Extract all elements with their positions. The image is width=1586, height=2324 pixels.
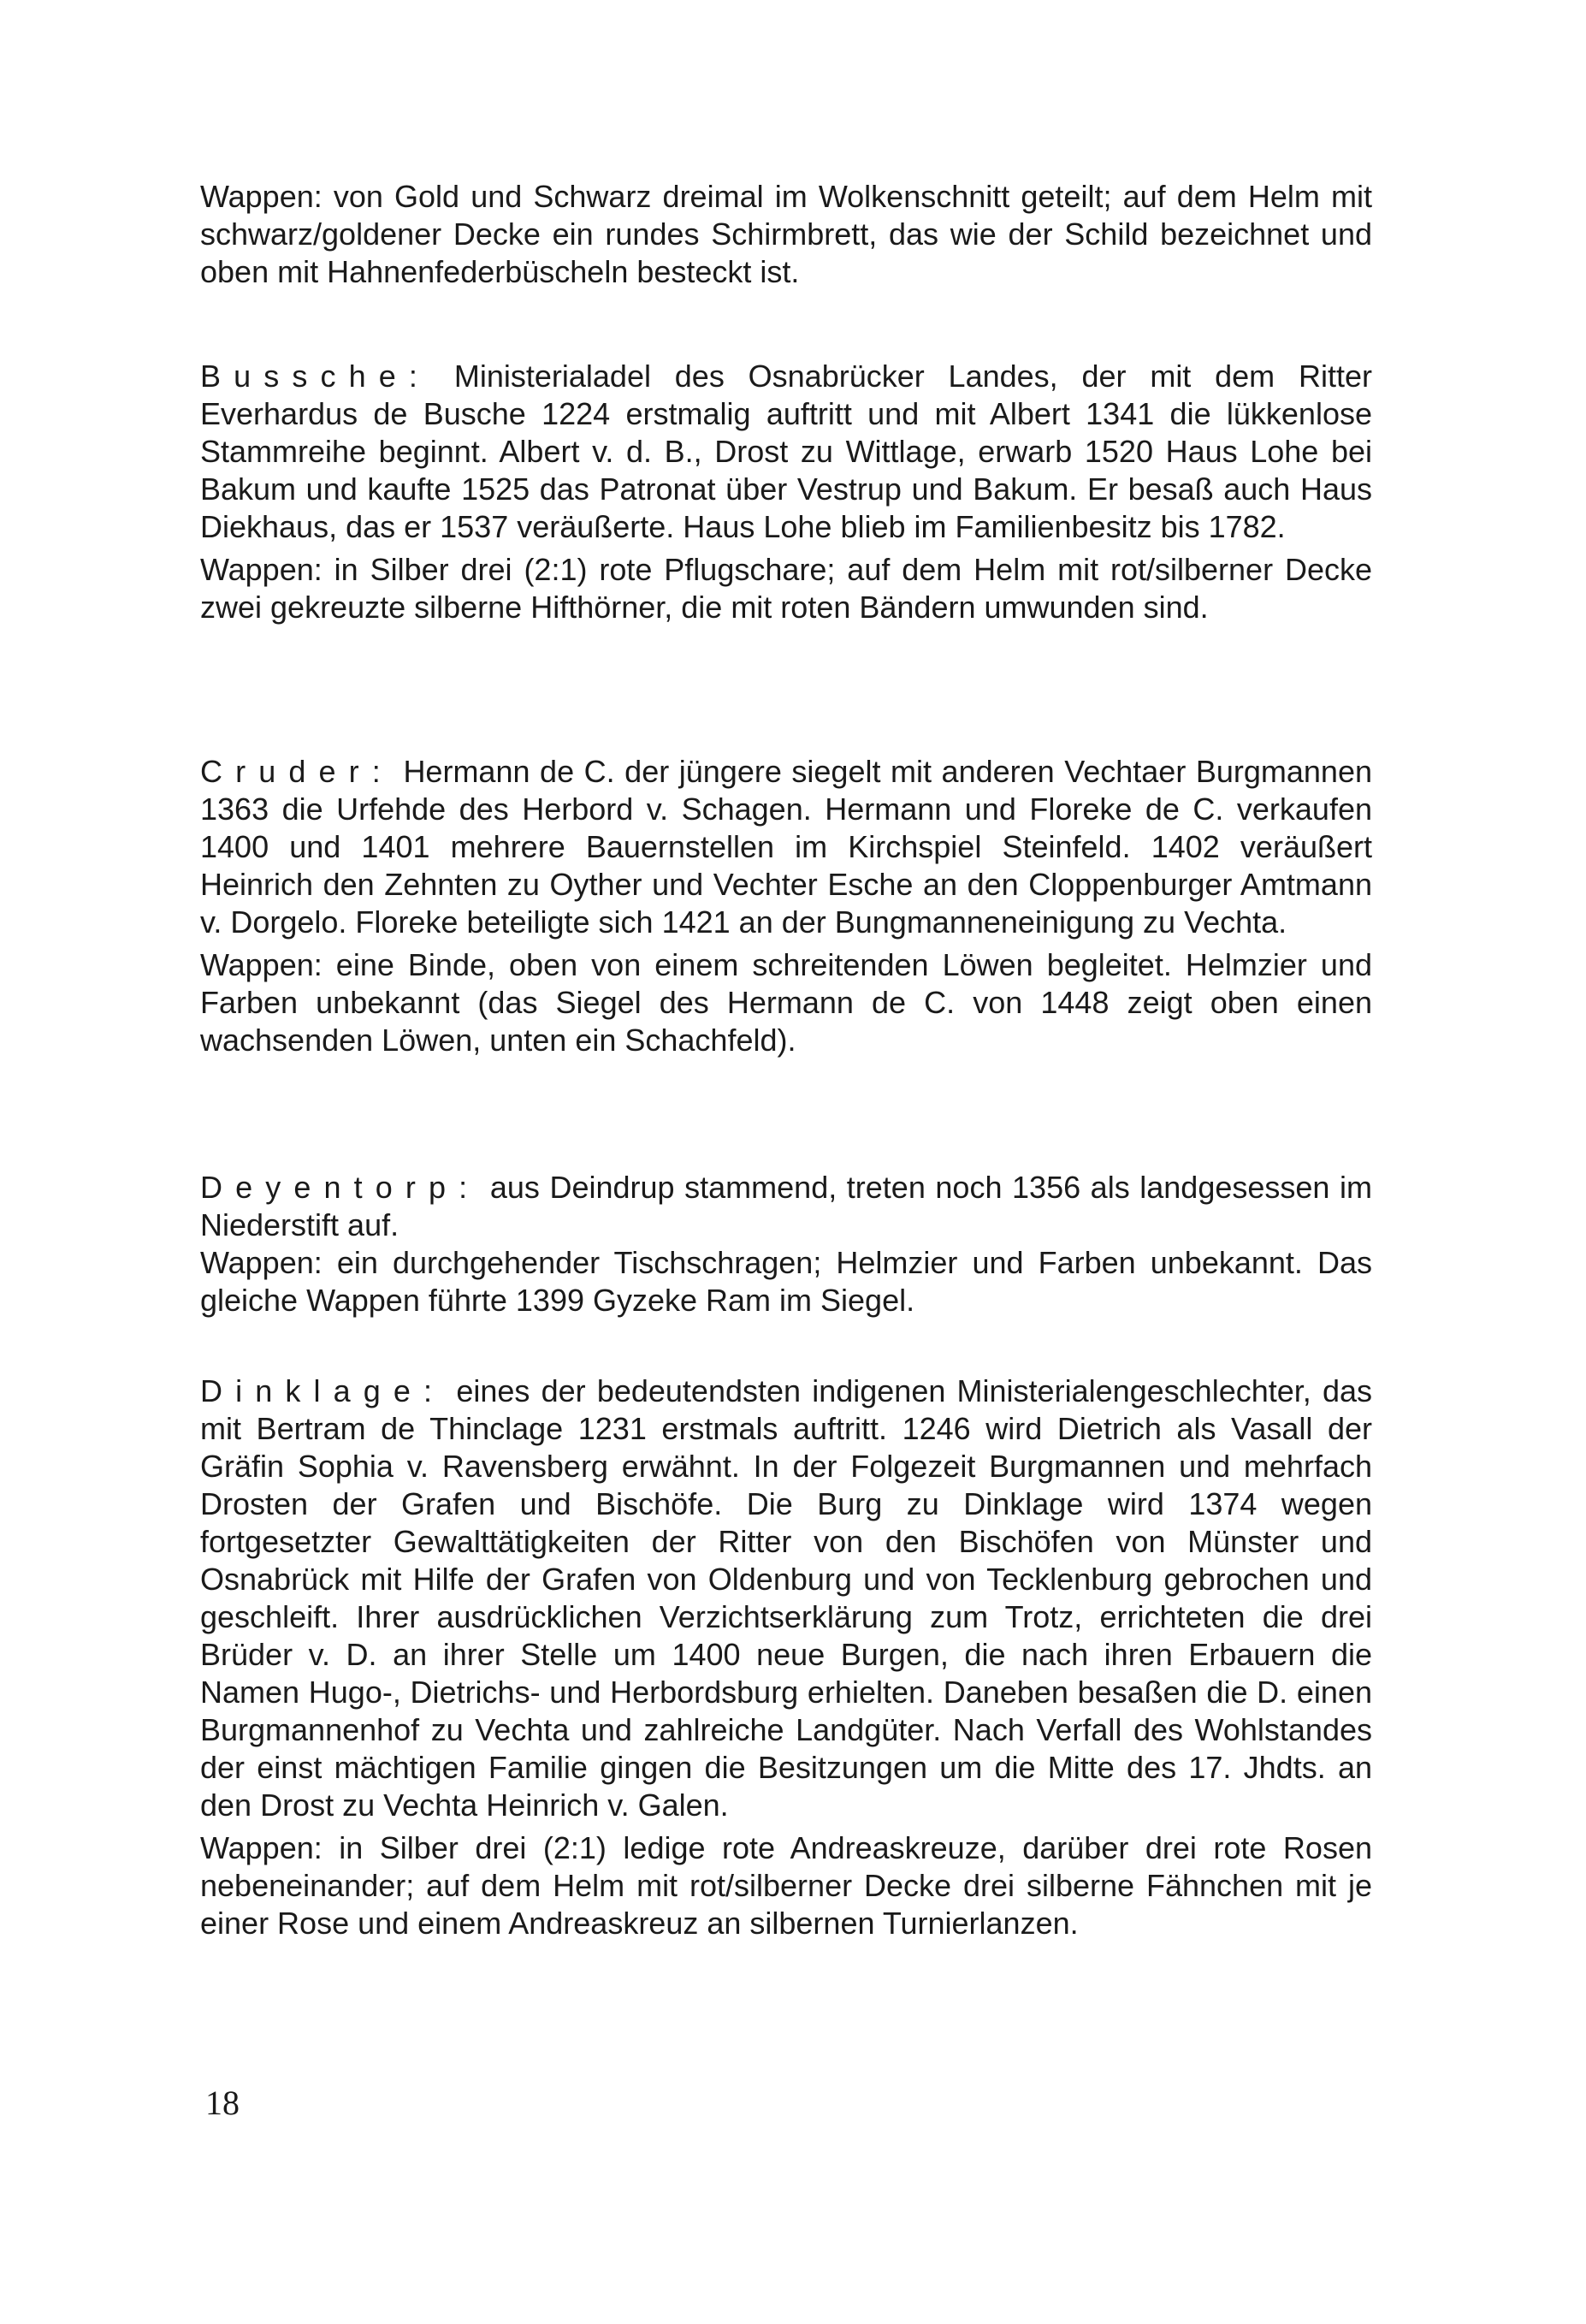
entry-text: Hermann de C. der jüngere siegelt mit anderen Vechtaer Burgmannen 1363 die Urfehde des Herbord v. Schagen. Hermann und Floreke de C. verkaufen 1400 und 1401 mehrere Bauernstellen im Kirchspiel Steinfeld. 1402 veräußert Heinrich den Zehnten zu Oyther und Vechter Esche an den Cloppenburger Amtmann v. Dorgelo. Floreke beteiligte sich 1421 an der Bungmanneneinigung zu Vechta. — [200, 754, 1372, 940]
entry-name: Cruder: — [200, 754, 394, 789]
page-number: 18 — [205, 2084, 240, 2122]
entry-name: Deyentorp: — [200, 1170, 481, 1205]
entry-name: Dinklage: — [200, 1373, 446, 1408]
entry-text: aus Deindrup stammend, treten noch 1356 als landgesessen im Niederstift auf. — [200, 1170, 1372, 1242]
entry-name: Bussche: — [200, 359, 431, 394]
entry-paragraph — [200, 1372, 1372, 1824]
wappen-paragraph: Wappen: ein durchgehender Tischschragen; Helmzier und Farben unbekannt. Das gleiche Wappen führte 1399 Gyzeke Ram im Siegel. — [200, 1245, 1372, 1318]
entry-paragraph — [200, 753, 1372, 941]
entry-text: Ministerialadel des Osnabrücker Landes, der mit dem Ritter Everhardus de Busche 1224 erstmalig auftritt und mit Albert 1341 die lükkenlose Stammreihe beginnt. Albert v. d. B., Drost zu Wittlage, erwarb 1520 Haus Lohe bei Bakum und kaufte 1525 das Patronat über Vestrup und Bakum. Er besaß auch Haus Diekhaus, das er 1537 veräußerte. Haus Lohe blieb im Familienbesitz bis 1782. — [200, 359, 1372, 544]
entry-dinklage — [200, 1372, 1372, 1942]
entry-text: eines der bedeutendsten indigenen Ministerialengeschlechter, das mit Bertram de Thinclage 1231 erstmals auftritt. 1246 wird Dietrich als Vasall der Gräfin Sophia v. Ravensberg erwähnt. In der Folgezeit Burgmannen und mehrfach Drosten der Grafen und Bischöfe. Die Burg zu Dinklage wird 1374 wegen fortgesetzter Gewalttätigkeiten der Ritter von den Bischöfen von Münster und Osnabrück mit Hilfe der Grafen von Oldenburg und von Tecklenburg gebrochen und geschleift. Ihrer ausdrücklichen Verzichtserklärung zum Trotz, errichteten die drei Brüder v. D. an ihrer Stelle um 1400 neue Burgen, die nach ihren Erbauern die Namen Hugo-, Dietrichs- und Herbordsburg erhielten. Daneben besaßen die D. einen Burgmannenhof zu Vechta und zahlreiche Landgüter. Nach Verfall des Wohlstandes der einst mächtigen Familie gingen die Besitzungen um die Mitte des 17. Jhdts. an den Drost zu Vechta Heinrich v. Galen. — [200, 1373, 1372, 1823]
entry-paragraph — [200, 1169, 1372, 1244]
wappen-paragraph: Wappen: eine Binde, oben von einem schreitenden Löwen begleitet. Helmzier und Farben unbekannt (das Siegel des Hermann de C. von 1448 zeigt oben einen wachsenden Löwen, unten ein Schachfeld). — [200, 947, 1372, 1058]
entry-paragraph — [200, 358, 1372, 546]
wappen-paragraph: Wappen: von Gold und Schwarz dreimal im Wolkenschnitt geteilt; auf dem Helm mit schwarz/goldener Decke ein rundes Schirmbrett, das wie der Schild bezeichnet und oben mit Hahnenfederbüscheln besteckt ist. — [200, 179, 1372, 289]
entry-deyentorp — [200, 1169, 1372, 1319]
wappen-paragraph: Wappen: in Silber drei (2:1) ledige rote Andreaskreuze, darüber drei rote Rosen nebeneinander; auf dem Helm mit rot/silberner Decke drei silberne Fähnchen mit je einer Rose und einem Andreaskreuz an silbernen Turnierlanzen. — [200, 1830, 1372, 1941]
wappen-paragraph: Wappen: in Silber drei (2:1) rote Pflugschare; auf dem Helm mit rot/silberner Decke zwei gekreuzte silberne Hifthörner, die mit roten Bändern umwunden sind. — [200, 552, 1372, 625]
entry-cruder — [200, 753, 1372, 1059]
entry-bussche — [200, 358, 1372, 626]
entry-prior-wappen — [200, 178, 1372, 291]
